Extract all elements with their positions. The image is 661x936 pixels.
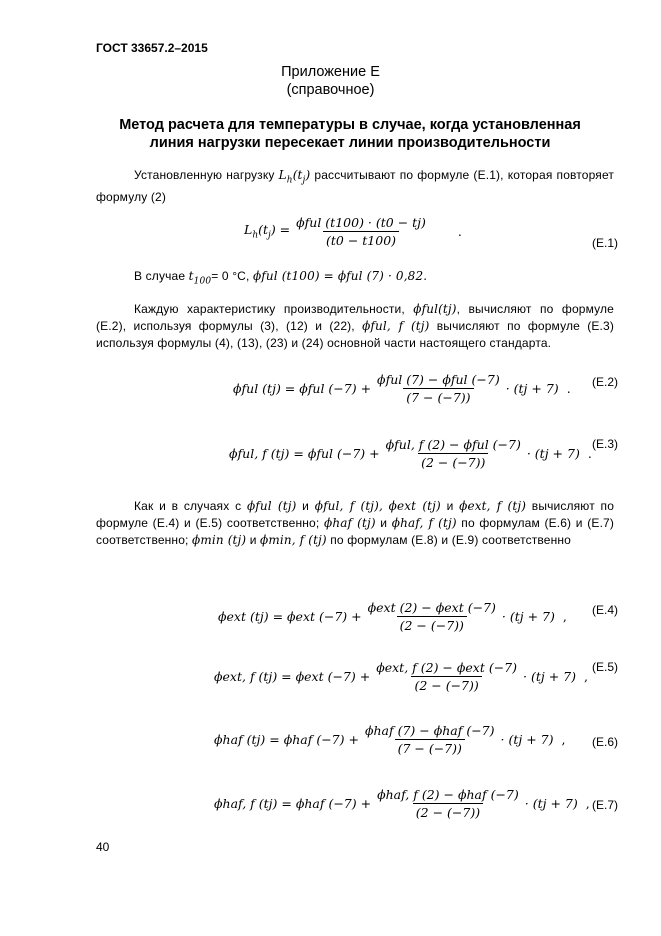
formula-e6-lhs: ϕhaf (tj) = ϕhaf (−7) +: [214, 732, 359, 747]
formula-e2: [233, 372, 571, 405]
formula-e7-fraction: [374, 787, 522, 820]
p4-var-8: ϕmin, f (tj): [260, 533, 327, 547]
p4-var-3: ϕext (tj): [388, 499, 441, 513]
p1-var: $L_h(t_j)$: [278, 168, 311, 186]
p4-text-d: по формулам (Е.8) и (Е.9) соответственно: [330, 533, 571, 547]
formula-e5-fraction: [373, 660, 520, 693]
p4-and-3: и: [380, 516, 388, 530]
formula-e5-denominator: (2 − (−7)): [411, 676, 481, 693]
formula-e1-fraction: [293, 215, 429, 248]
formula-e1-numerator: ϕful (t100) · (t0 − tj): [296, 215, 426, 230]
formula-e5-punct: ,: [584, 669, 588, 684]
p4-and-4: и: [249, 533, 257, 547]
formula-e3-fraction: [383, 437, 524, 470]
p4-var-7: ϕmin (tj): [192, 533, 247, 547]
formula-e3-denominator: (2 − (−7)): [418, 453, 488, 470]
p2-text-b: = 0 °С,: [211, 269, 250, 283]
p2-var: $t_{100}$: [188, 269, 212, 287]
p3-text-c: вычисляют по формуле (Е.3) используя формулы (4), (13), (23) и (24) основной части настоящего стандарта.: [96, 319, 614, 350]
formula-e2-numerator: ϕful (7) − ϕful (−7): [377, 372, 500, 387]
formula-e6-punct: ,: [561, 732, 566, 747]
formula-e6: [214, 723, 565, 756]
formula-e6-fraction: [362, 723, 498, 756]
formula-e5-lhs: ϕext, f (tj) = ϕext (−7) +: [214, 669, 371, 684]
paragraph-2: [96, 268, 614, 290]
paragraph-3: [96, 301, 614, 352]
formula-e1-label: (Е.1): [592, 236, 619, 250]
formula-e3-punct: .: [587, 446, 592, 461]
formula-e1-punct: .: [457, 224, 462, 239]
formula-e2-fraction: [374, 372, 503, 405]
annex-subtitle: (справочное): [286, 82, 375, 98]
formula-e4-denominator: (2 − (−7)): [397, 616, 467, 633]
standard-code: ГОСТ 33657.2–2015: [96, 41, 208, 55]
p4-text-b: вычисляют по формуле (Е.4) и (Е.5) соответственно;: [96, 499, 615, 530]
formula-e7-label: (Е.7): [592, 798, 619, 812]
p4-text-c: по формулам (Е.6) и (Е.7) соответственно;: [96, 516, 615, 547]
annex-title: Приложение Е: [281, 64, 380, 80]
formula-e4-punct: ,: [562, 609, 567, 624]
p4-and-1: и: [302, 499, 310, 513]
p3-text-b: , вычисляют по формуле (Е.2), используя формулы (3), (12) и (22),: [96, 302, 614, 333]
p2-expression: ϕful (t100) = ϕful (7) · 0,82.: [252, 269, 428, 283]
formula-e3-numerator: ϕful, f (2) − ϕful (−7): [385, 437, 521, 452]
formula-e5-numerator: ϕext, f (2) − ϕext (−7): [376, 660, 518, 675]
formula-e7-punct: ,: [585, 796, 590, 811]
formula-e7-tail: · (tj + 7): [524, 796, 578, 811]
formula-e6-numerator: ϕhaf (7) − ϕhaf (−7): [364, 723, 495, 738]
formula-e4-fraction: [365, 600, 499, 633]
p2-text-a: В случае: [134, 269, 186, 283]
paragraph-1: [96, 167, 614, 206]
formula-e2-tail: · (tj + 7): [505, 381, 559, 396]
section-heading-line2: линия нагрузки пересекает линии производительности: [149, 135, 551, 151]
formula-e3-label: (Е.3): [592, 437, 619, 451]
page-number: 40: [96, 840, 110, 854]
formula-e5: [214, 660, 588, 693]
formula-e4-tail: · (tj + 7): [501, 609, 555, 624]
formula-e5-tail: · (tj + 7): [523, 669, 576, 684]
formula-e3-lhs: ϕful, f (tj) = ϕful (−7) +: [229, 446, 380, 461]
formula-e2-punct: .: [566, 381, 571, 396]
p4-text-a: Как и в случаях с: [134, 499, 242, 513]
p4-var-1: ϕful (tj): [246, 499, 297, 513]
formula-e1: [244, 215, 462, 248]
formula-e4: [218, 600, 567, 633]
formula-e7-lhs: ϕhaf, f (tj) = ϕhaf (−7) +: [214, 796, 372, 811]
formula-e3-tail: · (tj + 7): [526, 446, 580, 461]
formula-e5-label: (Е.5): [592, 660, 619, 674]
p4-var-5: ϕhaf (tj): [323, 516, 376, 530]
formula-e3: [229, 437, 592, 470]
section-heading-line1: Метод расчета для температуры в случае, когда установленная: [119, 117, 581, 133]
formula-e2-denominator: (7 − (−7)): [403, 388, 473, 405]
formula-e4-lhs: ϕext (tj) = ϕext (−7) +: [218, 609, 362, 624]
formula-e7: [214, 787, 590, 820]
formula-e4-numerator: ϕext (2) − ϕext (−7): [367, 600, 496, 615]
p1-text-b: рассчитывают по формуле (Е.1), которая повторяет формулу (2): [96, 168, 615, 205]
formula-e1-lhs: $L_h(t_j)$ =: [244, 222, 291, 241]
formula-e6-label: (Е.6): [592, 735, 619, 749]
p4-var-2: ϕful, f (tj),: [314, 499, 383, 513]
p3-text-a: Каждую характеристику производительности,: [134, 302, 405, 316]
formula-e2-label: (Е.2): [592, 375, 619, 389]
p4-var-4: ϕext, f (tj): [459, 499, 527, 513]
p3-var-2: ϕful, f (tj): [362, 319, 430, 333]
formula-e2-lhs: ϕful (tj) = ϕful (−7) +: [233, 381, 372, 396]
section-heading: [70, 116, 630, 152]
formula-e6-denominator: (7 − (−7)): [395, 739, 465, 756]
formula-e7-numerator: ϕhaf, f (2) − ϕhaf (−7): [377, 787, 519, 802]
p3-var-1: ϕful(tj): [413, 302, 457, 316]
p1-text-a: Установленную нагрузку: [134, 168, 275, 182]
p4-and-2: и: [446, 499, 454, 513]
formula-e4-label: (Е.4): [592, 603, 619, 617]
p4-var-6: ϕhaf, f (tj): [391, 516, 457, 530]
formula-e6-tail: · (tj + 7): [500, 732, 554, 747]
formula-e1-denominator: (t0 − t100): [323, 231, 399, 248]
paragraph-4: [96, 498, 614, 549]
formula-e7-denominator: (2 − (−7)): [413, 803, 483, 820]
